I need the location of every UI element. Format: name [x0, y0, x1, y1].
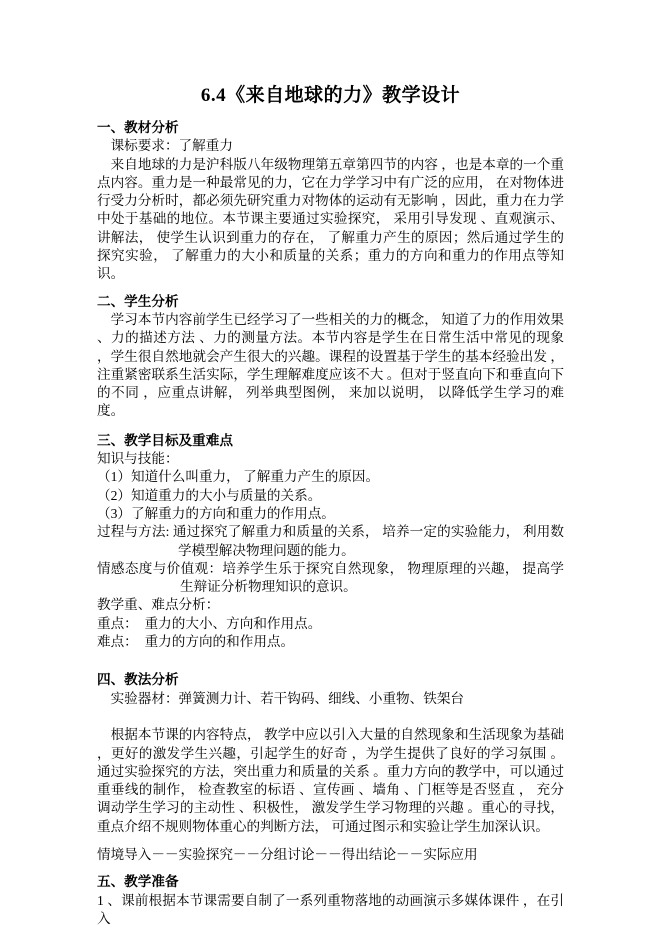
- body-paragraph: 情境导入－－实验探究－－分组讨论－－得出结论－－实际应用: [97, 846, 478, 862]
- section-teaching-method-analysis: [97, 671, 564, 864]
- section-teaching-material-analysis: [97, 119, 564, 284]
- body-paragraph: 1 、课前根据本节课需要自制了一系列重物落地的动画演示多媒体课件 ，在引入: [97, 892, 564, 926]
- document-title: 6.4《来自地球的力》教学设计: [200, 85, 461, 106]
- body-paragraph: 情感态度与价值观：培养学生乐于探究自然现象， 物理原理的兴趣， 提高学生辩证分析物理知识的意识。: [97, 560, 564, 595]
- document-body: [97, 119, 564, 928]
- body-paragraph: 教学重、难点分析：: [97, 597, 220, 613]
- section-heading: 二、学生分析: [97, 293, 179, 309]
- body-paragraph: （3）了解重力的方向和重力的作用点。: [97, 505, 335, 521]
- body-paragraph: 实验器材：弹簧测力计、若干钩码、细线、小重物、铁架台: [110, 690, 465, 706]
- section-teaching-preparation: [97, 873, 564, 928]
- section-teaching-goals: [97, 432, 564, 652]
- body-paragraph: 难点： 重力的方向的和作用点。: [97, 634, 295, 650]
- body-paragraph: 知识与技能：: [97, 451, 179, 467]
- section-heading: 三、教学目标及重难点: [97, 432, 233, 448]
- body-paragraph: 课标要求：了解重力: [110, 138, 233, 154]
- body-paragraph: 来自地球的力是沪科版八年级物理第五章第四节的内容 ，也是本章的一个重点内容。重力是一种最常见的力，它在力学学习中有广泛的应用， 在对物体进行受力分析时，都必须先研究重力对物体的运动有无影响 ，因此，重力在力学中处于基础的地位。本节课主要通过实验探究， 采用引导发现 、直观演示、讲解法， 使学生认识到重力的存在， 了解重力产生的原因；然后通过学生的探究实验， 了解重力的大小和质量的关系；重力的方向和重力的作用点等知识。: [97, 156, 564, 282]
- body-paragraph: （1）知道什么叫重力， 了解重力产生的原因。: [97, 469, 380, 485]
- section-heading: 五、教学准备: [97, 874, 179, 890]
- body-paragraph: 根据本节课的内容特点， 教学中应以引入大量的自然现象和生活现象为基础 ，更好的激发学生兴趣，引起学生的好奇 ，为学生提供了良好的学习氛围 。通过实验探究的方法，突出重力和质量的关系 。重力方向的教学中，可以通过重垂线的制作， 检查教室的标语 、宣传画 、墙角 、门框等是否竖直 ， 充分调动学生学习的主动性 、积极性， 激发学生学习物理的兴趣 。重心的寻找， 重点介绍不规则物体重心的判断方法， 可通过图示和实验让学生加深认识。: [97, 727, 564, 834]
- body-paragraph: 学习本节内容前学生已经学习了一些相关的力的概念， 知道了力的作用效果 、力的描述方法 、力的测量方法。本节内容是学生在日常生活中常见的现象 ，学生很自然地就会产生很大的兴趣。课程的设置基于学生的基本经验出发 ，注重紧密联系生活实际，学生理解难度应该不大 。但对于竖直向下和垂直向下的不同 ，应重点讲解， 列举典型图例， 来加以说明， 以降低学生学习的难度。: [97, 311, 564, 419]
- section-student-analysis: [97, 293, 564, 421]
- body-paragraph: 过程与方法: 通过探究了解重力和质量的关系， 培养一定的实验能力， 利用数学模型解决物理问题的能力。: [97, 524, 564, 558]
- body-paragraph: 重点： 重力的大小、方向和作用点。: [97, 615, 322, 631]
- section-heading: 四、教法分析: [97, 672, 179, 688]
- body-paragraph: （2）知道重力的大小与质量的关系。: [97, 487, 322, 503]
- section-heading: 一、教材分析: [97, 120, 179, 135]
